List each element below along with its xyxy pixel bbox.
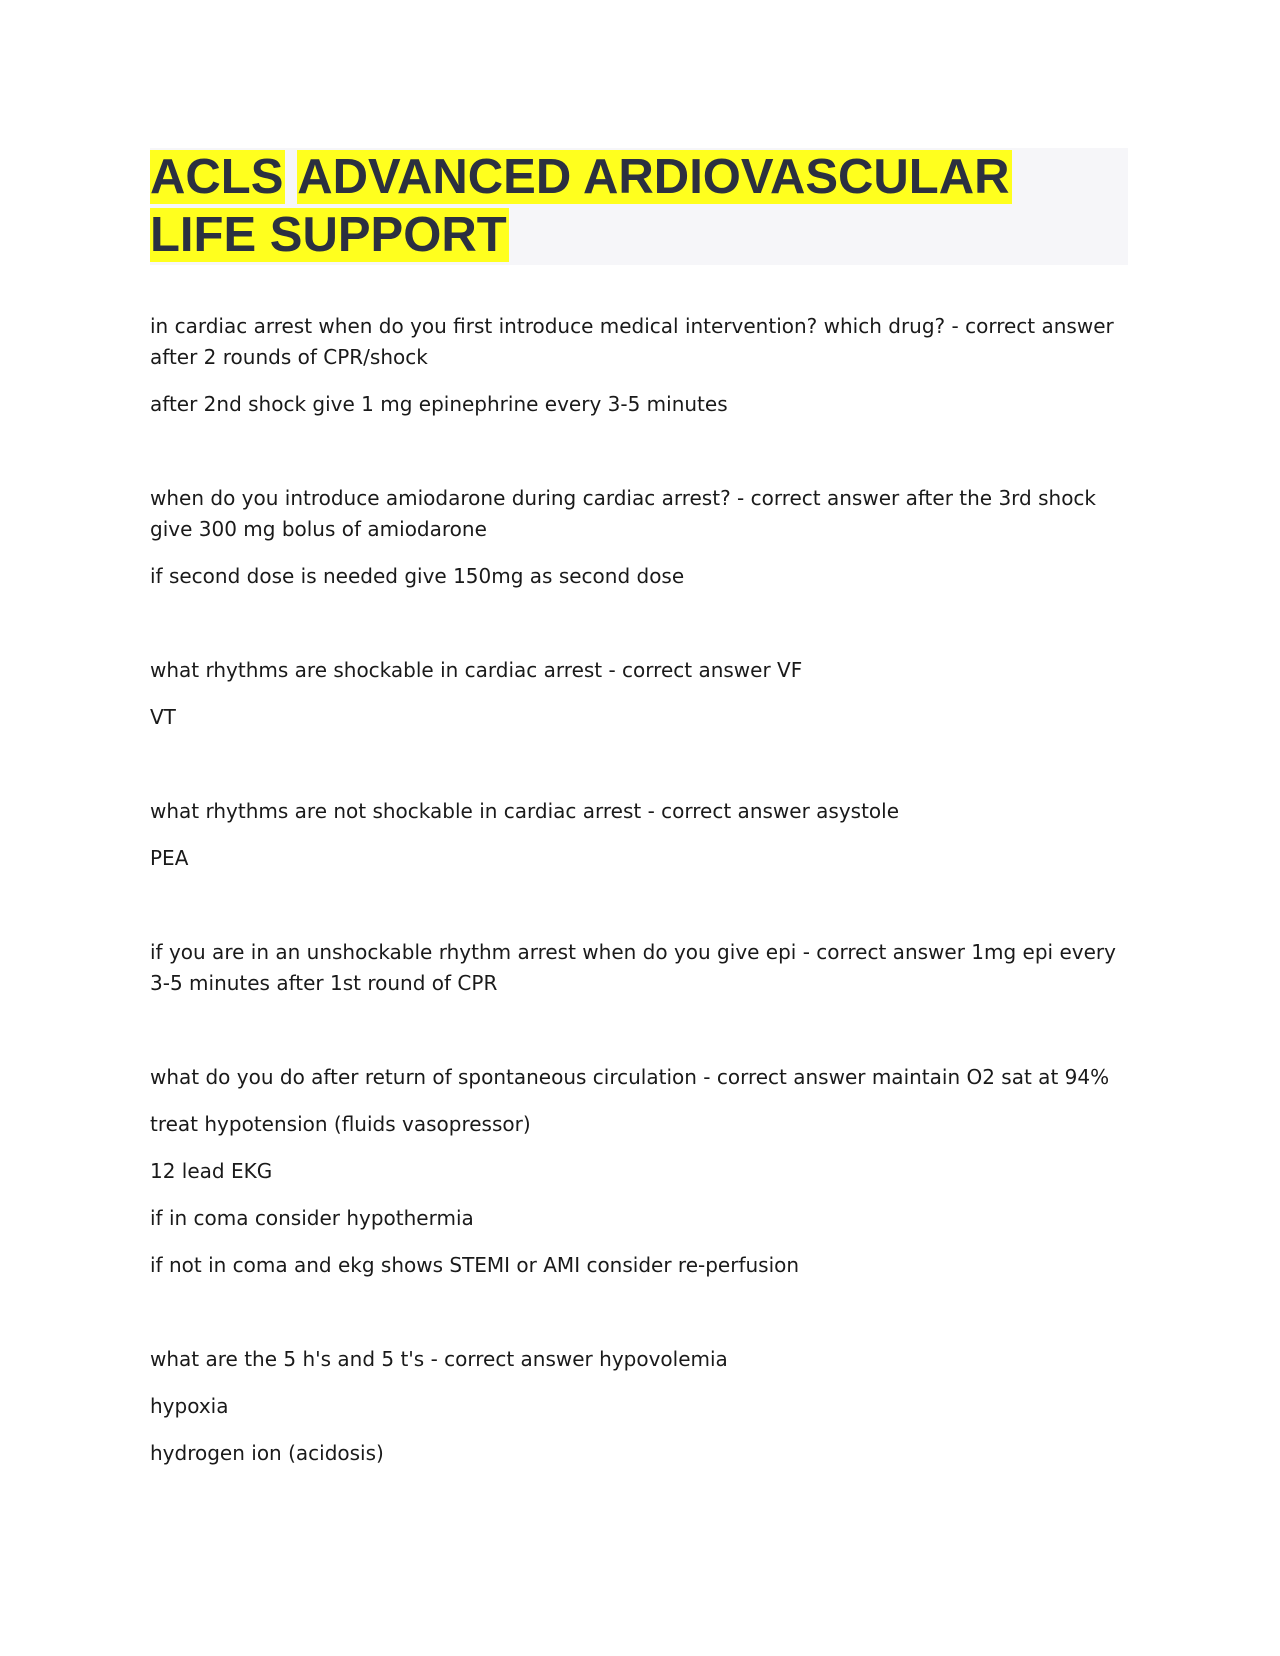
document-title (150, 148, 1128, 264)
entry-spacer (150, 749, 1130, 796)
title-block (150, 148, 1128, 265)
question-answer-text: what are the 5 h's and 5 t's - correct answer hypovolemia (150, 1347, 728, 1371)
qa-entry (150, 1344, 1130, 1469)
answer-line: hypoxia (150, 1394, 229, 1418)
answer-line: hydrogen ion (acidosis) (150, 1441, 384, 1465)
answer-line: VT (150, 705, 176, 729)
question-answer-text: when do you introduce amiodarone during cardiac arrest? - correct answer after the 3rd shock give 300 mg bolus of amiodarone (150, 486, 1097, 541)
entry-spacer (150, 608, 1130, 655)
title-line1-part1: ACLS (150, 150, 284, 204)
qa-entry (150, 1062, 1130, 1281)
answer-line: if in coma consider hypothermia (150, 1206, 474, 1230)
qa-entry (150, 937, 1130, 999)
answer-line: treat hypotension (fluids vasopressor) (150, 1112, 531, 1136)
entry-spacer (150, 436, 1130, 483)
question-answer-text: what do you do after return of spontaneous circulation - correct answer maintain O2 sat at 94% (150, 1065, 1110, 1089)
question-answer-text: what rhythms are shockable in cardiac arrest - correct answer VF (150, 658, 803, 682)
qa-entry (150, 655, 1130, 733)
entry-spacer (150, 890, 1130, 937)
answer-line: after 2nd shock give 1 mg epinephrine every 3-5 minutes (150, 392, 728, 416)
question-answer-text: what rhythms are not shockable in cardiac arrest - correct answer asystole (150, 799, 900, 823)
answer-line: if second dose is needed give 150mg as second dose (150, 564, 685, 588)
qa-entry (150, 311, 1130, 420)
answer-line: PEA (150, 846, 189, 870)
qa-entry (150, 483, 1130, 592)
question-answer-text: if you are in an unshockable rhythm arrest when do you give epi - correct answer 1mg epi every 3-5 minutes after 1st round of CPR (150, 940, 1116, 995)
entry-spacer (150, 1015, 1130, 1062)
qa-entry (150, 796, 1130, 874)
document-body (150, 311, 1130, 1485)
answer-line: if not in coma and ekg shows STEMI or AMI consider re-perfusion (150, 1253, 800, 1277)
entry-spacer (150, 1297, 1130, 1344)
question-answer-text: in cardiac arrest when do you first introduce medical intervention? which drug? - correct answer after 2 rounds of CPR/shock (150, 314, 1114, 369)
title-line1-part2: ADVANCED ARDIOVASCULAR (297, 150, 1010, 204)
title-line2: LIFE SUPPORT (150, 208, 507, 262)
answer-line: 12 lead EKG (150, 1159, 273, 1183)
